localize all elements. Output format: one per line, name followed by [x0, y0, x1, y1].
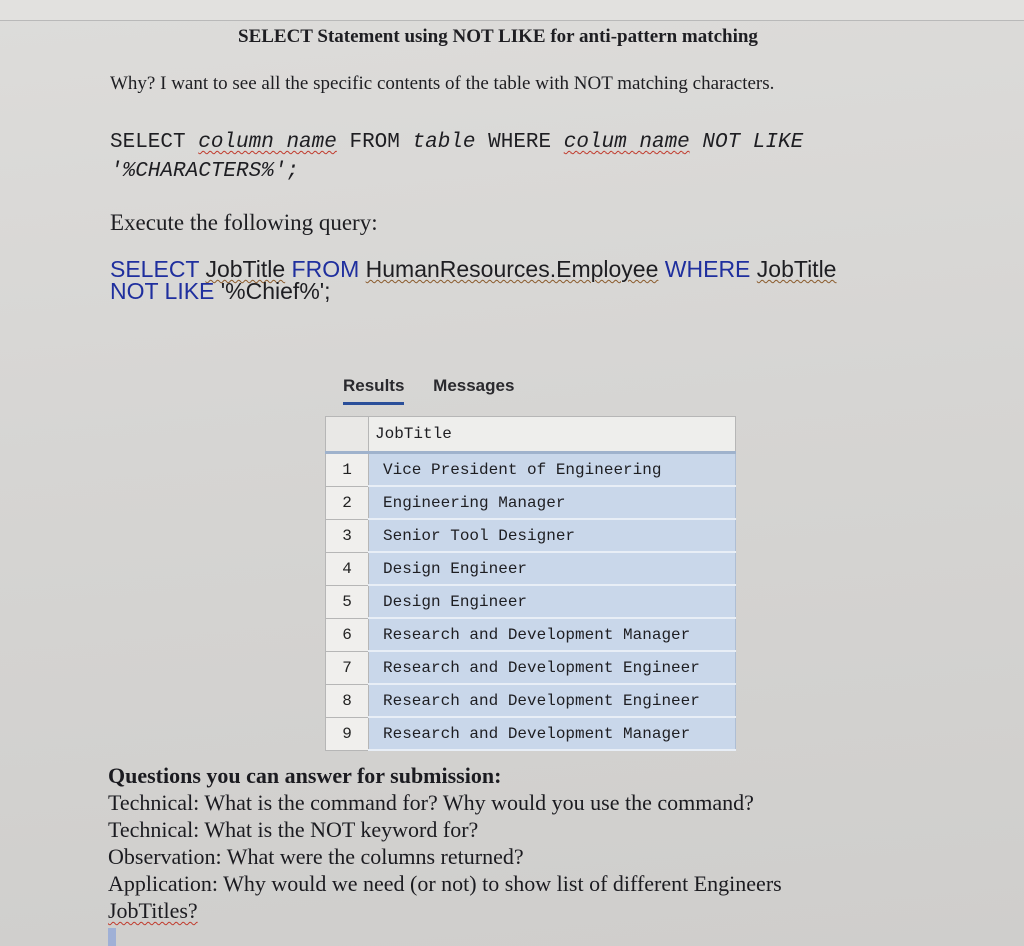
syntax-where-keyword: WHERE — [488, 131, 552, 154]
row-cell[interactable]: Research and Development Engineer — [369, 684, 736, 717]
query-select: SELECT — [110, 256, 200, 282]
row-cell[interactable]: Vice President of Engineering — [369, 453, 736, 487]
syntax-pattern: '%CHARACTERS%'; — [110, 160, 300, 183]
table-row[interactable] — [326, 618, 736, 651]
questions-heading: Questions you can answer for submission: — [108, 763, 502, 788]
question-item: Application: Why would we need (or not) to show list of different Engineers — [108, 871, 782, 896]
row-cell[interactable]: Research and Development Manager — [369, 717, 736, 750]
query-pattern: '%Chief%'; — [220, 278, 331, 304]
column-header-jobtitle[interactable]: JobTitle — [369, 417, 736, 453]
grid-corner[interactable] — [326, 417, 369, 453]
question-item: Technical: What is the command for? Why would you use the command? — [108, 790, 754, 815]
syntax-column-name: column name — [198, 131, 337, 154]
syntax-table: table — [412, 131, 476, 154]
question-item: Technical: What is the NOT keyword for? — [108, 817, 479, 842]
query-jobtitle-2: JobTitle — [756, 256, 837, 282]
row-cell[interactable]: Design Engineer — [369, 552, 736, 585]
query-from: FROM — [291, 256, 360, 282]
page-title: SELECT Statement using NOT LIKE for anti-pattern matching — [238, 26, 758, 47]
row-cell[interactable]: Engineering Manager — [369, 486, 736, 519]
row-cell[interactable]: Research and Development Engineer — [369, 651, 736, 684]
syntax-not-like: NOT LIKE — [702, 131, 804, 154]
row-number[interactable]: 9 — [326, 717, 369, 750]
row-number[interactable]: 3 — [326, 519, 369, 552]
why-text: Why? I want to see all the specific contents of the table with NOT matching characters. — [110, 73, 775, 94]
query-where: WHERE — [664, 256, 751, 282]
execute-label: Execute the following query: — [110, 210, 378, 235]
tab-messages[interactable]: Messages — [433, 376, 515, 395]
tab-results[interactable]: Results — [343, 376, 404, 405]
question-item: Observation: What were the columns returned? — [108, 844, 524, 869]
table-row[interactable] — [326, 585, 736, 618]
table-row[interactable] — [326, 651, 736, 684]
row-number[interactable]: 7 — [326, 651, 369, 684]
table-row[interactable] — [326, 717, 736, 750]
row-number[interactable]: 2 — [326, 486, 369, 519]
query-block — [110, 258, 930, 302]
syntax-block — [110, 128, 970, 186]
results-grid — [325, 416, 736, 751]
query-jobtitle-1: JobTitle — [205, 256, 286, 282]
row-cell[interactable]: Design Engineer — [369, 585, 736, 618]
row-number[interactable]: 8 — [326, 684, 369, 717]
row-number[interactable]: 5 — [326, 585, 369, 618]
question-item-continuation: JobTitles? — [108, 898, 198, 923]
syntax-select-keyword: SELECT — [110, 131, 186, 154]
page-top-edge — [0, 0, 1024, 21]
table-row[interactable] — [326, 486, 736, 519]
row-cell[interactable]: Senior Tool Designer — [369, 519, 736, 552]
table-row[interactable] — [326, 453, 736, 487]
selection-marker — [108, 928, 116, 946]
row-cell[interactable]: Research and Development Manager — [369, 618, 736, 651]
query-table: HumanResources.Employee — [365, 256, 659, 282]
questions-block — [108, 762, 988, 924]
table-row[interactable] — [326, 552, 736, 585]
table-row[interactable] — [326, 684, 736, 717]
syntax-colum-name: colum name — [563, 131, 690, 154]
row-number[interactable]: 1 — [326, 453, 369, 487]
query-not-like: NOT LIKE — [110, 278, 215, 304]
row-number[interactable]: 6 — [326, 618, 369, 651]
table-row[interactable] — [326, 519, 736, 552]
results-tabs — [343, 376, 538, 405]
syntax-from-keyword: FROM — [349, 131, 400, 154]
row-number[interactable]: 4 — [326, 552, 369, 585]
